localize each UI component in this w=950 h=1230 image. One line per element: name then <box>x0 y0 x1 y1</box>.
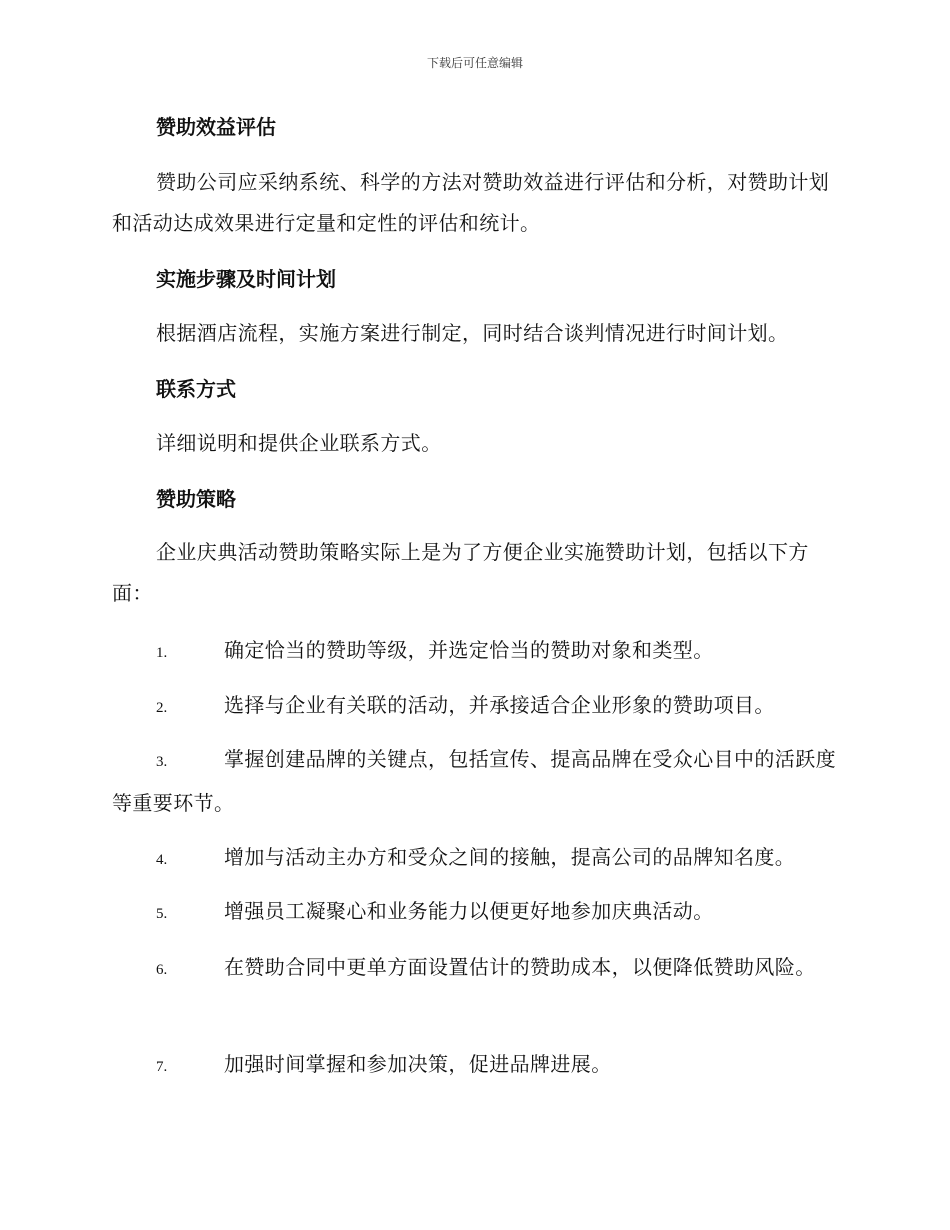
page-header: 下载后可任意编辑 <box>426 56 523 70</box>
list-item-number: 4. <box>156 852 168 868</box>
list-item-text: 加强时间掌握和参加决策，促进品牌进展。 <box>224 1052 612 1076</box>
section-heading-implementation-plan: 实施步骤及时间计划 <box>156 267 336 291</box>
section-heading-sponsorship-strategy: 赞助策略 <box>156 487 236 511</box>
list-item-text: 在赞助合同中更单方面设置估计的赞助成本，以便降低赞助风险。 <box>224 955 816 979</box>
section-heading-contact: 联系方式 <box>156 377 236 401</box>
list-item-text: 掌握创建品牌的关键点，包括宣传、提高品牌在受众心目中的活跃度等重要环节。 <box>112 747 836 815</box>
list-item-number: 1. <box>156 645 168 661</box>
list-item-text: 选择与企业有关联的活动，并承接适合企业形象的赞助项目。 <box>224 693 775 717</box>
list-item-text: 确定恰当的赞助等级，并选定恰当的赞助对象和类型。 <box>224 638 714 662</box>
list-item-number: 7. <box>156 1059 168 1075</box>
section-body-sponsorship-strategy: 企业庆典活动赞助策略实际上是为了方便企业实施赞助计划，包括以下方面： <box>112 540 809 605</box>
list-item <box>112 947 838 991</box>
list-item-number: 6. <box>156 962 168 978</box>
list-item-text: 增加与活动主办方和受众之间的接触，提高公司的品牌知名度。 <box>224 845 796 869</box>
list-item-number: 3. <box>156 754 168 770</box>
list-item <box>112 630 838 674</box>
list-item-number: 2. <box>156 700 168 716</box>
section-body-contact: 详细说明和提供企业联系方式。 <box>156 431 442 455</box>
list-item <box>112 739 838 824</box>
list-item <box>112 1044 838 1088</box>
list-item <box>112 891 838 935</box>
list-item-number: 5. <box>156 906 168 922</box>
section-body-benefit-evaluation: 赞助公司应采纳系统、科学的方法对赞助效益进行评估和分析，对赞助计划和活动达成效果进行定量和定性的评估和统计。 <box>112 170 830 235</box>
list-item <box>112 685 838 729</box>
section-heading-benefit-evaluation: 赞助效益评估 <box>156 115 276 139</box>
list-item <box>112 837 838 881</box>
list-item-text: 增强员工凝聚心和业务能力以便更好地参加庆典活动。 <box>224 899 714 923</box>
section-body-implementation-plan: 根据酒店流程，实施方案进行制定，同时结合谈判情况进行时间计划。 <box>156 321 789 345</box>
